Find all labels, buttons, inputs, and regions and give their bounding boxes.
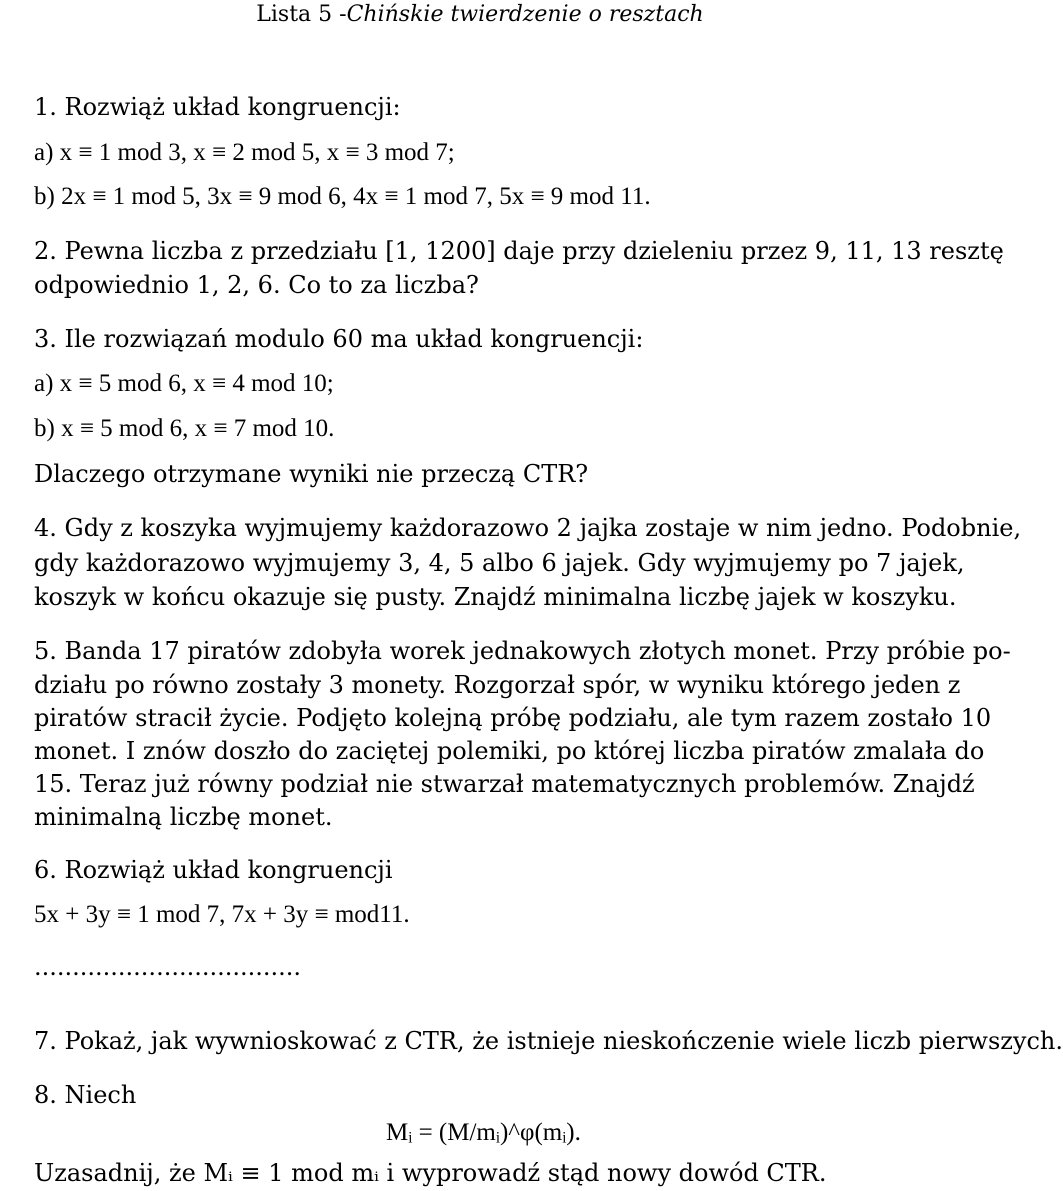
problem-1b: b) 2x ≡ 1 mod 5, 3x ≡ 9 mod 6, 4x ≡ 1 mod 7, 5x ≡ 9 mod 11.	[34, 183, 651, 210]
problem-1-heading: 1. Rozwiąż układ kongruencji:	[34, 93, 401, 121]
problem-5-line-2: działu po równo zostały 3 monety. Rozgorzał spór, w wyniku którego jeden z	[34, 671, 961, 699]
problem-3a: a) x ≡ 5 mod 6, x ≡ 4 mod 10;	[34, 370, 334, 397]
title-prefix: Lista 5 -	[256, 2, 347, 27]
problem-8-formula: Mᵢ = (M/mᵢ)^φ(mᵢ).	[386, 1119, 581, 1146]
problem-3-question: Dlaczego otrzymane wyniki nie przeczą CTR?	[34, 460, 589, 488]
dots-separator: ...................................	[34, 953, 302, 981]
problem-2-line-2: odpowiednio 1, 2, 6. Co to za liczba?	[34, 271, 479, 299]
problem-6-heading: 6. Rozwiąż układ kongruencji	[34, 856, 393, 884]
problem-8-heading: 8. Niech	[34, 1081, 137, 1109]
problem-5-line-4: monet. I znów doszło do zaciętej polemiki, po której liczba piratów zmalała do	[34, 737, 985, 765]
problem-5-line-1: 5. Banda 17 piratów zdobyła worek jednakowych złotych monet. Przy próbie po-	[34, 637, 1011, 665]
problem-1a: a) x ≡ 1 mod 3, x ≡ 2 mod 5, x ≡ 3 mod 7;	[34, 139, 455, 166]
problem-5-line-5: 15. Teraz już równy podział nie stwarzał matematycznych problemów. Znajdź	[34, 770, 975, 798]
problem-3b: b) x ≡ 5 mod 6, x ≡ 7 mod 10.	[34, 415, 335, 442]
problem-4-line-2: gdy każdorazowo wyjmujemy 3, 4, 5 albo 6 jajek. Gdy wyjmujemy po 7 jajek,	[34, 549, 965, 577]
problem-2-line-1: 2. Pewna liczba z przedziału [1, 1200] daje przy dzieleniu przez 9, 11, 13 resztę	[34, 237, 1004, 265]
problem-4-line-3: koszyk w końcu okazuje się pusty. Znajdź minimalna liczbę jajek w koszyku.	[34, 583, 957, 611]
title-italic: Chińskie twierdzenie o resztach	[346, 2, 704, 27]
problem-4-line-1: 4. Gdy z koszyka wyjmujemy każdorazowo 2 jajka zostaje w nim jedno. Podobnie,	[34, 514, 1022, 542]
page-title	[0, 0, 960, 30]
problem-5-line-3: piratów stracił życie. Podjęto kolejną próbę podziału, ale tym razem zostało 10	[34, 704, 992, 732]
problem-5-line-6: minimalną liczbę monet.	[34, 803, 333, 831]
problem-3-heading: 3. Ile rozwiązań modulo 60 ma układ kongruencji:	[34, 325, 644, 353]
problem-7: 7. Pokaż, jak wywnioskować z CTR, że istnieje nieskończenie wiele liczb pierwszych.	[34, 1027, 1063, 1055]
problem-8-task: Uzasadnij, że Mᵢ ≡ 1 mod mᵢ i wyprowadź stąd nowy dowód CTR.	[34, 1159, 827, 1187]
problem-6-equation: 5x + 3y ≡ 1 mod 7, 7x + 3y ≡ mod11.	[34, 901, 410, 928]
